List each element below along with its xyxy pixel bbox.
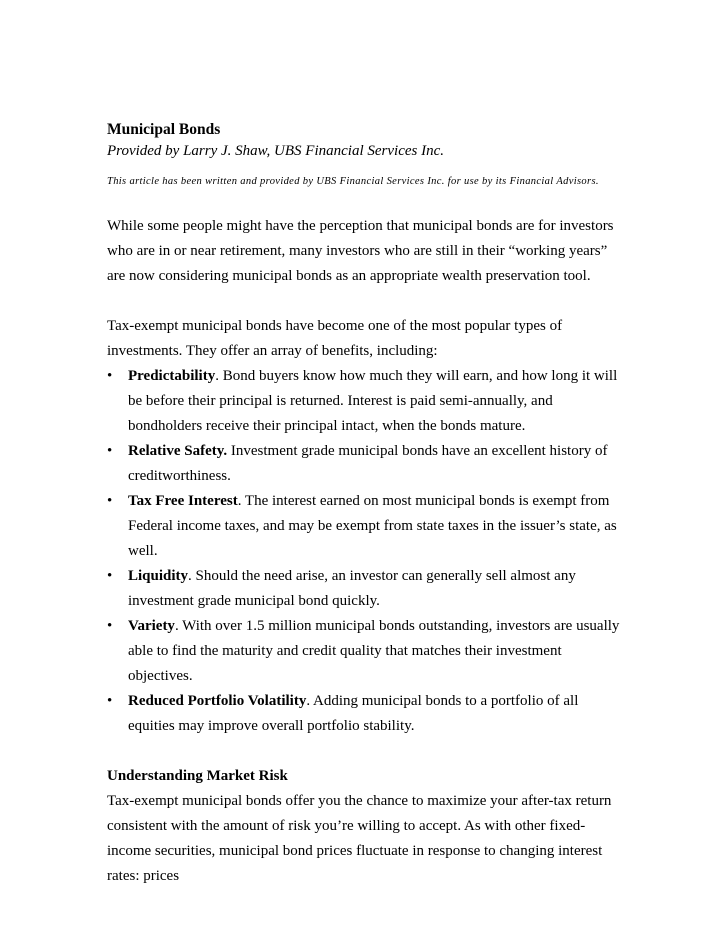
benefit-item-relative-safety: [107, 439, 628, 489]
market-risk-paragraph: Tax-exempt municipal bonds offer you the chance to maximize your after-tax return consistent with the amount of risk you’re willing to accept. As with other fixed-income securities, municipal bond prices fluctuate in response to changing interest rates: prices: [107, 793, 612, 884]
benefit-item-liquidity: [107, 564, 628, 614]
section-heading-market-risk: Understanding Market Risk: [107, 768, 288, 784]
benefit-term: Predictability: [128, 368, 216, 384]
benefit-term: Relative Safety.: [128, 443, 228, 459]
bullet-icon: •: [107, 568, 113, 584]
benefit-text: . Should the need arise, an investor can generally sell almost any investment grade municipal bond quickly.: [128, 568, 576, 609]
bullet-icon: •: [107, 443, 113, 459]
benefit-text: Investment grade municipal bonds have an excellent history of creditworthiness.: [128, 443, 608, 484]
bullet-icon: •: [107, 493, 113, 509]
benefit-item-tax-free-interest: [107, 489, 628, 564]
document-subtitle: Provided by Larry J. Shaw, UBS Financial Services Inc.: [107, 143, 445, 159]
benefits-list: [107, 364, 628, 739]
benefit-item-predictability: [107, 364, 628, 439]
bullet-icon: •: [107, 368, 113, 384]
benefit-item-variety: [107, 614, 628, 689]
benefit-term: Variety: [128, 618, 175, 634]
paragraph-spacer: [107, 739, 628, 764]
benefit-text: . The interest earned on most municipal bonds is exempt from Federal income taxes, and may be exempt from state taxes in the issuer’s state, as well.: [128, 493, 617, 559]
intro-paragraph: While some people might have the perception that municipal bonds are for investors who are in or near retirement, many investors who are still in their “working years” are now considering municipal bonds as an appropriate wealth preservation tool.: [107, 218, 614, 284]
benefit-term: Tax Free Interest: [128, 493, 238, 509]
disclaimer-note: This article has been written and provided by UBS Financial Services Inc. for use by its Financial Advisors.: [107, 176, 599, 187]
benefits-intro-paragraph: Tax-exempt municipal bonds have become one of the most popular types of investments. They offer an array of benefits, including:: [107, 318, 563, 359]
benefit-text: . Bond buyers know how much they will earn, and how long it will be before their principal is returned. Interest is paid semi-annually, and bondholders receive their principal intact, when the bonds mature.: [128, 368, 618, 434]
paragraph-spacer: [107, 289, 628, 314]
benefit-term: Reduced Portfolio Volatility: [128, 693, 307, 709]
benefit-item-reduced-portfolio-volatility: [107, 689, 628, 739]
benefit-term: Liquidity: [128, 568, 189, 584]
benefit-text: . With over 1.5 million municipal bonds outstanding, investors are usually able to find the maturity and credit quality that matches their investment objectives.: [128, 618, 620, 684]
bullet-icon: •: [107, 618, 113, 634]
bullet-icon: •: [107, 693, 113, 709]
document-title: Municipal Bonds: [107, 121, 221, 138]
benefit-text: . Adding municipal bonds to a portfolio of all equities may improve overall portfolio stability.: [128, 693, 579, 734]
